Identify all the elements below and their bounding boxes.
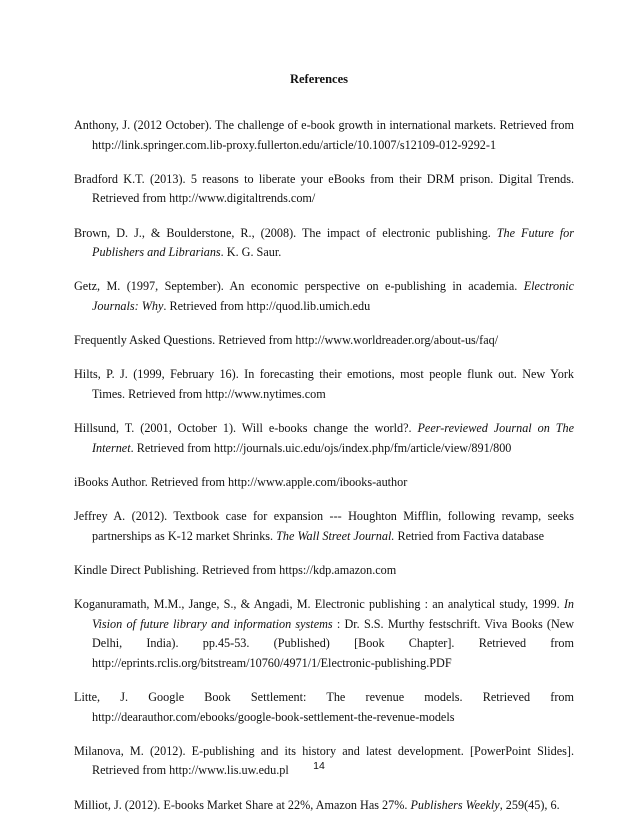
reference-text: Hilts, P. J. (1999, February 16). In forecasting their emotions, most people flunk out. New York Times. Retrieved from http://www.nytimes.com xyxy=(74,367,574,401)
reference-text: . Retrieved from http://quod.lib.umich.edu xyxy=(163,298,371,313)
reference-entry xyxy=(74,365,574,404)
reference-text: Retried from Factiva database xyxy=(394,528,544,543)
reference-entry xyxy=(74,688,574,727)
reference-text: Brown, D. J., & Boulderstone, R., (2008). The impact of electronic publishing. xyxy=(74,225,497,240)
reference-text: Milliot, J. (2012). E-books Market Share at 22%, Amazon Has 27%. xyxy=(74,797,411,812)
reference-title-italic: Electronic Journals: Why xyxy=(92,279,574,313)
reference-text: Hillsund, T. (2001, October 1). Will e-books change the world?. xyxy=(74,421,418,436)
reference-list xyxy=(74,116,574,815)
reference-entry xyxy=(74,796,574,816)
page-number: 14 xyxy=(313,760,325,772)
references-heading: References xyxy=(289,72,349,86)
reference-entry xyxy=(74,170,574,209)
reference-entry xyxy=(74,561,574,581)
reference-text: Kindle Direct Publishing. Retrieved from https://kdp.amazon.com xyxy=(74,562,397,577)
reference-text: Jeffrey A. (2012). Textbook case for expansion --- Houghton Mifflin, following revamp, seeks partnerships as K-12 market Shrinks. xyxy=(74,509,574,543)
reference-entry xyxy=(74,507,574,546)
reference-text: . K. G. Saur. xyxy=(220,245,282,260)
reference-text: Litte, J. Google Book Settlement: The revenue models. Retrieved from http://dearauthor.com/ebooks/google-book-settlement-the-revenue-models xyxy=(74,690,574,724)
reference-text: Koganuramath, M.M., Jange, S., & Angadi, M. Electronic publishing : an analytical study, 1999. xyxy=(74,597,564,612)
reference-entry xyxy=(74,419,574,458)
reference-text: Getz, M. (1997, September). An economic perspective on e-publishing in academia. xyxy=(74,279,524,294)
reference-text: Frequently Asked Questions. Retrieved from http://www.worldreader.org/about-us/faq/ xyxy=(74,333,499,348)
reference-text: iBooks Author. Retrieved from http://www.apple.com/ibooks-author xyxy=(74,474,408,489)
reference-title-italic: In Vision of future library and information systems xyxy=(92,597,574,631)
reference-entry xyxy=(74,331,574,351)
reference-title-italic: The Future for Publishers and Librarians xyxy=(92,225,574,260)
reference-title-italic: The Wall Street Journal. xyxy=(276,528,395,543)
reference-text: Milanova, M. (2012). E-publishing and its history and latest development. [PowerPoint Slides]. Retrieved from http://www.lis.uw.edu.pl xyxy=(74,743,574,778)
reference-title-italic: Publishers Weekly xyxy=(410,797,500,812)
reference-entry xyxy=(74,473,574,493)
reference-title-italic: Peer-reviewed Journal on The Internet xyxy=(92,421,574,455)
reference-text: Bradford K.T. (2013). 5 reasons to liberate your eBooks from their DRM prison. Digital Trends. Retrieved from http://www.digitaltrends.com/ xyxy=(74,171,574,206)
reference-text: Anthony, J. (2012 October). The challenge of e-book growth in international markets. Retrieved from http://link.springer.com.lib-proxy.fullerton.edu/article/10.1007/s12109-012-9292-1 xyxy=(74,118,574,152)
reference-entry xyxy=(74,116,574,155)
reference-text: , 259(45), 6. xyxy=(499,797,560,812)
reference-text: . Retrieved from http://journals.uic.edu/ojs/index.php/fm/article/view/891/800 xyxy=(130,440,512,455)
reference-entry xyxy=(74,224,574,263)
reference-text: : Dr. S.S. Murthy festschrift. Viva Books (New Delhi, India). pp.45-53. (Published) [Book Chapter]. Retrieved from http://eprints.rclis.org/bitstream/10760/4971/1/Electronic-publishing.PDF xyxy=(92,616,575,670)
reference-entry xyxy=(74,595,574,673)
reference-entry xyxy=(74,277,574,316)
